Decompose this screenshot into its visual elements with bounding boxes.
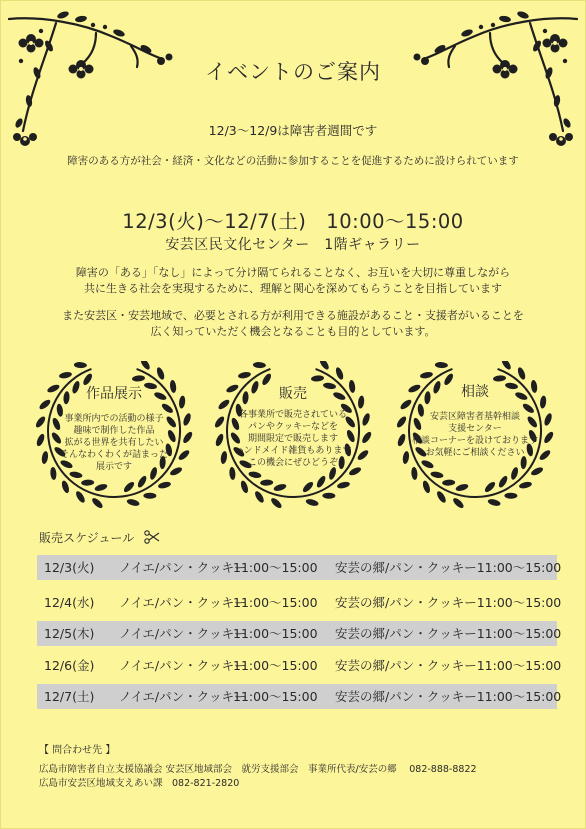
- section-line: 相談コーナーを設けております: [411, 436, 538, 446]
- intro-paragraph: [1, 265, 585, 297]
- section-line: 期間限定で販売します: [247, 434, 338, 444]
- section-sales: [208, 361, 378, 511]
- section-consultation: [390, 361, 560, 511]
- section-line: 展示です: [95, 462, 132, 472]
- section-title: 相談: [461, 384, 489, 400]
- section-title: 販売: [279, 386, 307, 402]
- section-line: お気軽にご相談ください: [425, 448, 525, 458]
- page-title: イベントのご案内: [205, 60, 381, 84]
- schedule-time: 11:00～15:00: [233, 626, 318, 641]
- schedule-date: 12/7(土): [44, 689, 95, 704]
- schedule-item: ノイエ/パン・クッキー: [119, 689, 247, 704]
- section-body: [390, 411, 560, 459]
- section-line: 拡がる世界を共有したい: [64, 438, 164, 448]
- schedule-row: [37, 621, 562, 646]
- purpose-text: 障害のある方が社会・経済・文化などの活動に参加することを促進するために設けられています: [67, 155, 519, 167]
- event-venue: 安芸区民文化センター 1階ギャラリー: [165, 237, 421, 253]
- schedule-time: 11:00～15:00: [233, 560, 318, 575]
- scissors-icon: [144, 530, 160, 544]
- purpose-line: また安芸区・安芸地域で、必要とされる方が利用できる施設があること・支援者がいることを: [62, 309, 524, 322]
- schedule-label: [39, 529, 160, 546]
- schedule-row: [37, 555, 562, 580]
- section-line: この機会にぜひどうぞ: [247, 458, 338, 468]
- schedule-label-text: 販売スケジュール: [39, 531, 135, 545]
- schedule-time: 11:00～15:00: [233, 658, 318, 673]
- schedule-row: [37, 653, 562, 678]
- schedule-shop: 安芸の郷/パン・クッキー11:00～15:00: [335, 595, 562, 610]
- purpose-paragraph: [1, 308, 585, 340]
- schedule-item: ノイエ/パン・クッキー: [119, 595, 247, 610]
- contact-heading: 【 問合わせ先 】: [39, 745, 116, 756]
- section-line: 事業所内での活動の様子: [64, 414, 164, 424]
- schedule-shop: 安芸の郷/パン・クッキー11:00～15:00: [335, 560, 562, 575]
- schedule-shop: 安芸の郷/パン・クッキー11:00～15:00: [335, 626, 562, 641]
- schedule-row: [37, 590, 562, 615]
- schedule-time: 11:00～15:00: [233, 595, 318, 610]
- section-line: そんなわくわくが詰まった: [59, 450, 168, 460]
- section-line: 各事業所で販売されている: [238, 410, 347, 420]
- schedule-date: 12/6(金): [44, 658, 95, 673]
- section-body: [29, 413, 199, 473]
- schedule-row: [37, 684, 562, 709]
- intro-line: 共に生きる社会を実現するために、理解と関心を深めてもらうことを目指しています: [84, 282, 502, 295]
- schedule-shop: 安芸の郷/パン・クッキー11:00～15:00: [335, 689, 562, 704]
- schedule-date: 12/5(木): [44, 626, 95, 641]
- event-dates: 12/3(火)～12/7(土) 10:00～15:00: [122, 210, 464, 233]
- section-line: 支援センター: [448, 424, 502, 434]
- schedule-time: 11:00～15:00: [233, 689, 318, 704]
- section-line: 安芸区障害者基幹相談: [429, 412, 520, 422]
- purpose-line: 広く知っていただく機会となることも目的としています。: [150, 325, 436, 338]
- section-line: 趣味で制作した作品: [73, 426, 155, 436]
- contact-line: 広島市安芸区地域支えあい課 082-821-2820: [39, 778, 240, 789]
- section-title: 作品展示: [86, 386, 142, 402]
- schedule-item: ノイエ/パン・クッキー: [119, 560, 247, 575]
- week-notice: 12/3～12/9は障害者週間です: [208, 123, 378, 138]
- schedule-date: 12/4(水): [44, 595, 95, 610]
- schedule-shop: 安芸の郷/パン・クッキー11:00～15:00: [335, 658, 562, 673]
- section-line: ハンドメイド雑貨もあります: [234, 446, 352, 456]
- schedule-item: ノイエ/パン・クッキー: [119, 658, 247, 673]
- section-line: パンやクッキーなどを: [247, 422, 338, 432]
- contact-line: 広島市障害者自立支援協議会 安芸区地域部会 就労支援部会 事業所代表/安芸の郷 082-888-8822: [39, 764, 477, 775]
- section-exhibition: [29, 361, 199, 511]
- schedule-date: 12/3(火): [44, 560, 95, 575]
- section-body: [208, 409, 378, 469]
- schedule-item: ノイエ/パン・クッキー: [119, 626, 247, 641]
- intro-line: 障害の「ある」「なし」によって分け隔てられることなく、お互いを大切に尊重しながら: [75, 266, 511, 279]
